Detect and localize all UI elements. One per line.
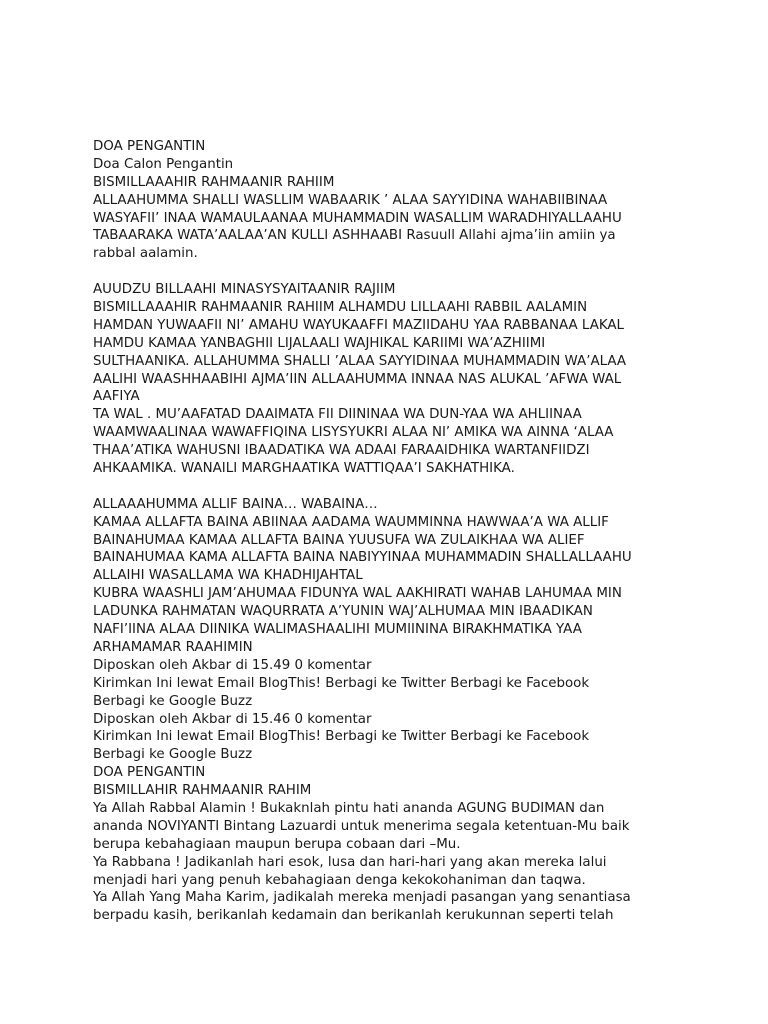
- text-line: Diposkan oleh Akbar di 15.46 0 komentar: [93, 711, 372, 727]
- text-line: Berbagi ke Google Buzz: [93, 747, 253, 763]
- text-line: AAFIYA: [93, 389, 140, 405]
- text-line: Ya Allah Rabbal Alamin ! Bukaknlah pintu hati ananda AGUNG BUDIMAN dan: [93, 800, 605, 816]
- text-line: Ya Rabbana ! Jadikanlah hari esok, lusa dan hari-hari yang akan mereka lalui: [93, 854, 607, 870]
- text-line: LADUNKA RAHMATAN WAQURRATA A’YUNIN WAJ’ALHUMAA MIN IBAADIKAN: [93, 604, 593, 620]
- text-line: THAA’ATIKA WAHUSNI IBAADATIKA WA ADAAI FARAAIDHIKA WARTANFIIDZI: [93, 443, 590, 459]
- text-line: DOA PENGANTIN: [93, 139, 206, 154]
- text-line: Berbagi ke Google Buzz: [93, 693, 253, 709]
- text-line: DOA PENGANTIN: [93, 765, 206, 781]
- text-line: ARHAMAMAR RAAHIMIN: [93, 639, 253, 655]
- blank-line: [93, 263, 673, 281]
- text-line: Kirimkan Ini lewat Email BlogThis! Berbagi ke Twitter Berbagi ke Facebook: [93, 729, 590, 745]
- text-line: BISMILLAAAHIR RAHMAANIR RAHIIM ALHAMDU LILLAAHI RABBIL AALAMIN: [93, 300, 588, 316]
- text-line: HAMDU KAMAA YANBAGHII LIJALAALI WAJHIKAL KARIIMI WA’AZHIIMI: [93, 335, 546, 351]
- text-line: BAINAHUMAA KAMAA ALLAFTA BAINA YUUSUFA WA ZULAIKHAA WA ALIEF: [93, 532, 585, 548]
- text-line: ALLAAHUMMA SHALLI WASLLIM WABAARIK ’ ALAA SAYYIDINA WAHABIIBINAA: [93, 192, 608, 208]
- text-line: NAFI’IINA ALAA DIINIKA WALIMASHAALIHI MUMIININA BIRAKHMATIKA YAA: [93, 622, 582, 638]
- text-line: BISMILLAHIR RAHMAANIR RAHIM: [93, 783, 312, 799]
- text-line: KUBRA WAASHLI JAM’AHUMAA FIDUNYA WAL AAKHIRATI WAHAB LAHUMAA MIN: [93, 586, 622, 602]
- text-line: SULTHAANIKA. ALLAHUMMA SHALLI ’ALAA SAYYIDINAA MUHAMMADIN WA’ALAA: [93, 353, 627, 369]
- text-line: TABAARAKA WATA’AALAA’AN KULLI ASHHAABI Rasuull Allahi ajma’iin amiin ya: [93, 228, 616, 244]
- text-line: Diposkan oleh Akbar di 15.49 0 komentar: [93, 657, 372, 673]
- text-line: AHKAAMIKA. WANAILI MARGHAATIKA WATTIQAA’I SAKHATHIKA.: [93, 461, 515, 477]
- text-line: BAINAHUMAA KAMA ALLAFTA BAINA NABIYYINAA MUHAMMADIN SHALLALLAAHU: [93, 550, 632, 566]
- text-line: WAAMWAALINAA WAWAFFIQINA LISYSYUKRI ALAA NI’ AMIKA WA AINNA ‘ALAA: [93, 425, 614, 441]
- text-line: HAMDAN YUWAAFII NI’ AMAHU WAYUKAAFFI MAZIIDAHU YAA RABBANAA LAKAL: [93, 317, 625, 333]
- text-line: KAMAA ALLAFTA BAINA ABIINAA AADAMA WAUMMINNA HAWWAA’A WA ALLIF: [93, 514, 609, 530]
- text-line: BISMILLAAAHIR RAHMAANIR RAHIIM: [93, 174, 335, 190]
- text-line: TA WAL . MU’AAFATAD DAAIMATA FII DIININAA WA DUN-YAA WA AHLIINAA: [93, 407, 582, 423]
- text-line: ALLAAAHUMMA ALLIF BAINA… WABAINA…: [93, 496, 378, 512]
- text-line: menjadi hari yang penuh kebahagiaan denga kekokohaniman dan taqwa.: [93, 872, 586, 888]
- text-line: rabbal aalamin.: [93, 246, 198, 262]
- text-line: AALIHI WAASHHAABIHI AJMA’IIN ALLAAHUMMA INNAA NAS ALUKAL ’AFWA WAL: [93, 371, 622, 387]
- text-line: Ya Allah Yang Maha Karim, jadikalah mereka menjadi pasangan yang senantiasa: [93, 890, 631, 906]
- text-line: berpadu kasih, berikanlah kedamain dan berikanlah kerukunnan seperti telah: [93, 908, 614, 924]
- text-line: berupa kebahagiaan maupun berupa cobaan dari –Mu.: [93, 836, 461, 852]
- blank-line: [93, 478, 673, 496]
- text-line: ananda NOVIYANTI Bintang Lazuardi untuk menerima segala ketentuan-Mu baik: [93, 818, 630, 834]
- text-line: AUUDZU BILLAAHI MINASYSYAITAANIR RAJIIM: [93, 282, 396, 298]
- text-line: Doa Calon Pengantin: [93, 156, 234, 172]
- text-line: ALLAIHI WASALLAMA WA KHADHIJAHTAL: [93, 568, 363, 584]
- text-line: Kirimkan Ini lewat Email BlogThis! Berbagi ke Twitter Berbagi ke Facebook: [93, 675, 590, 691]
- document-body: [93, 138, 673, 925]
- text-line: WASYAFII’ INAA WAMAULAANAA MUHAMMADIN WASALLIM WARADHIYALLAAHU: [93, 210, 622, 226]
